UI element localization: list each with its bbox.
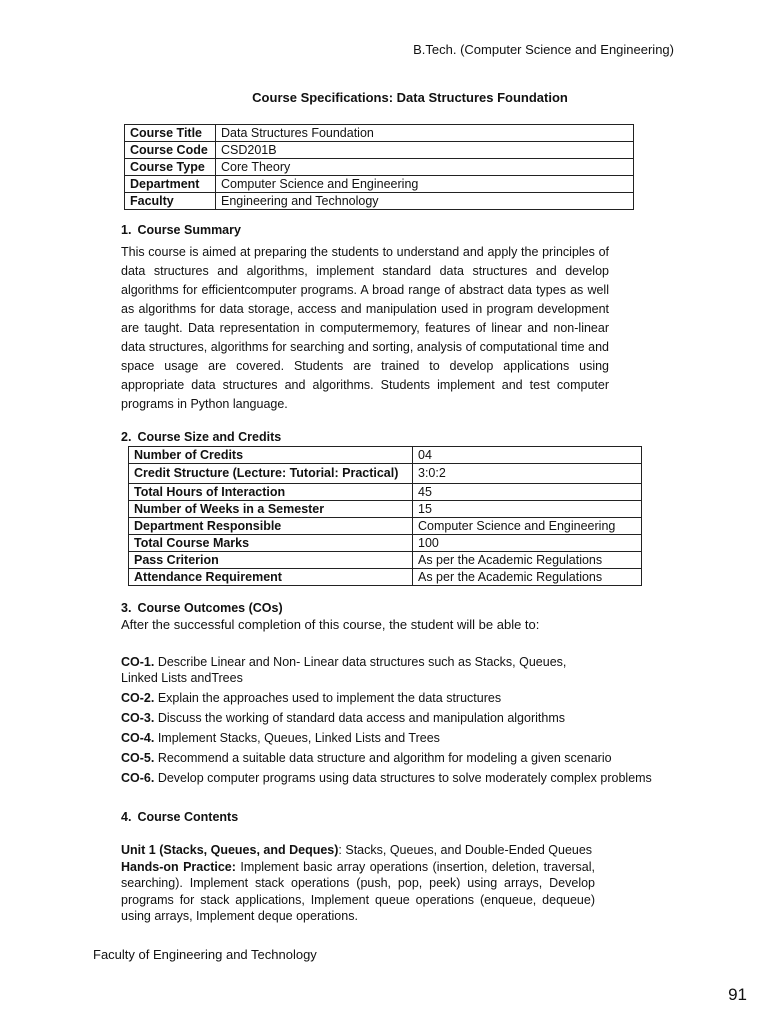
course-summary-text: This course is aimed at preparing the students to understand and apply the principles of data structures and algorithms, implement standard data structures and develop algorithms for efficientcomputer programs. A broad range of abstract data types as well as algorithms for data storage, access and manipulation used in program development are taught. Data representation in computermemory, features of linear and non-linear data structures, algorithms for searching and sorting, analysis of computational time and space usage are covered. Students are trained to develop applications using appropriate data structures and algorithms. Students implement and test computer programs in Python language. <box>121 245 609 411</box>
outcome-id: CO-3. <box>121 711 155 725</box>
table-row <box>125 125 634 142</box>
section-title: Course Outcomes (COs) <box>137 601 283 615</box>
course-outcomes-list <box>121 654 681 790</box>
credits-value: 3:0:2 <box>413 464 642 484</box>
credits-table <box>128 446 642 586</box>
section-number: 3. <box>121 601 132 615</box>
credits-key: Department Responsible <box>129 518 413 535</box>
list-item <box>121 710 681 726</box>
outcome-id: CO-4. <box>121 731 155 745</box>
page-title: Course Specifications: Data Structures Foundation <box>252 90 568 105</box>
faculty-value: Engineering and Technology <box>216 193 634 210</box>
table-row <box>129 518 642 535</box>
credits-key: Attendance Requirement <box>129 569 413 586</box>
page-footer: Faculty of Engineering and Technology <box>93 947 317 962</box>
outcome-text: Discuss the working of standard data access and manipulation algorithms <box>157 711 565 725</box>
course-type-value: Core Theory <box>216 159 634 176</box>
section-heading-outcomes <box>121 601 283 615</box>
section-title: Course Summary <box>137 223 241 237</box>
credits-value: 45 <box>413 484 642 501</box>
outcome-text: Recommend a suitable data structure and algorithm for modeling a given scenario <box>157 751 612 765</box>
section-heading-summary <box>121 223 241 237</box>
course-info-table <box>124 124 634 210</box>
section-title: Course Size and Credits <box>137 430 282 444</box>
section-number: 2. <box>121 430 132 444</box>
course-title-label: Course Title <box>125 125 216 142</box>
table-row <box>129 447 642 464</box>
credits-value: As per the Academic Regulations <box>413 569 642 586</box>
credits-value: Computer Science and Engineering <box>413 518 642 535</box>
list-item <box>121 730 681 746</box>
credits-key: Pass Criterion <box>129 552 413 569</box>
list-item <box>121 770 681 786</box>
outcomes-intro: After the successful completion of this course, the student will be able to: <box>121 617 540 632</box>
table-row <box>125 176 634 193</box>
table-row <box>125 142 634 159</box>
section-heading-contents <box>121 810 238 824</box>
department-value: Computer Science and Engineering <box>216 176 634 193</box>
unit-line: Unit 1 (Stacks, Queues, and Deques): Stacks, Queues, and Double-Ended Queues <box>121 843 593 857</box>
outcome-id: CO-2. <box>121 691 155 705</box>
outcome-text: Develop computer programs using data structures to solve moderately complex problems <box>157 771 652 785</box>
outcome-id: CO-6. <box>121 771 155 785</box>
table-row <box>129 535 642 552</box>
credits-value: 100 <box>413 535 642 552</box>
section-number: 1. <box>121 223 132 237</box>
unit-block <box>121 842 595 925</box>
credits-value: 15 <box>413 501 642 518</box>
course-code-label: Course Code <box>125 142 216 159</box>
department-label: Department <box>125 176 216 193</box>
list-item <box>121 750 681 766</box>
practice-text: Implement basic array operations (insertion, deletion, traversal, searching). Implement stack operations (push, pop, peek) using arrays, Develop programs for stack applications, Implement queue operations (enqueue, dequeue) using arrays, Implement deque operations. <box>121 859 595 923</box>
credits-key: Number of Credits <box>129 447 413 464</box>
credits-key: Credit Structure (Lecture: Tutorial: Practical) <box>129 464 413 484</box>
table-row <box>129 569 642 586</box>
outcome-text: Describe Linear and Non- Linear data structures such as Stacks, Queues, Linked Lists andTrees <box>121 655 567 685</box>
credits-key: Total Hours of Interaction <box>129 484 413 501</box>
page-number: 91 <box>728 985 747 1004</box>
table-row <box>129 501 642 518</box>
credits-key: Total Course Marks <box>129 535 413 552</box>
outcome-text: Implement Stacks, Queues, Linked Lists and Trees <box>157 731 440 745</box>
section-title: Course Contents <box>137 810 239 824</box>
course-type-label: Course Type <box>125 159 216 176</box>
outcome-id: CO-5. <box>121 751 155 765</box>
list-item <box>121 690 681 706</box>
credits-value: As per the Academic Regulations <box>413 552 642 569</box>
table-row <box>129 552 642 569</box>
table-row <box>129 464 642 484</box>
course-title-value: Data Structures Foundation <box>216 125 634 142</box>
practice-label: Hands-on Practice: <box>121 859 236 874</box>
credits-key: Number of Weeks in a Semester <box>129 501 413 518</box>
course-code-value: CSD201B <box>216 142 634 159</box>
table-row <box>129 484 642 501</box>
table-row <box>125 193 634 210</box>
outcome-id: CO-1. <box>121 655 155 669</box>
practice-line <box>121 859 595 925</box>
page-header: B.Tech. (Computer Science and Engineering) <box>413 42 674 57</box>
unit-title: Unit 1 (Stacks, Queues, and Deques) <box>121 843 339 857</box>
section-number: 4. <box>121 810 132 824</box>
credits-value: 04 <box>413 447 642 464</box>
outcome-text: Explain the approaches used to implement the data structures <box>157 691 502 705</box>
unit-topics: Stacks, Queues, and Double-Ended Queues <box>345 843 593 857</box>
table-row <box>125 159 634 176</box>
faculty-label: Faculty <box>125 193 216 210</box>
list-item <box>121 654 576 686</box>
section-heading-credits <box>121 430 281 444</box>
